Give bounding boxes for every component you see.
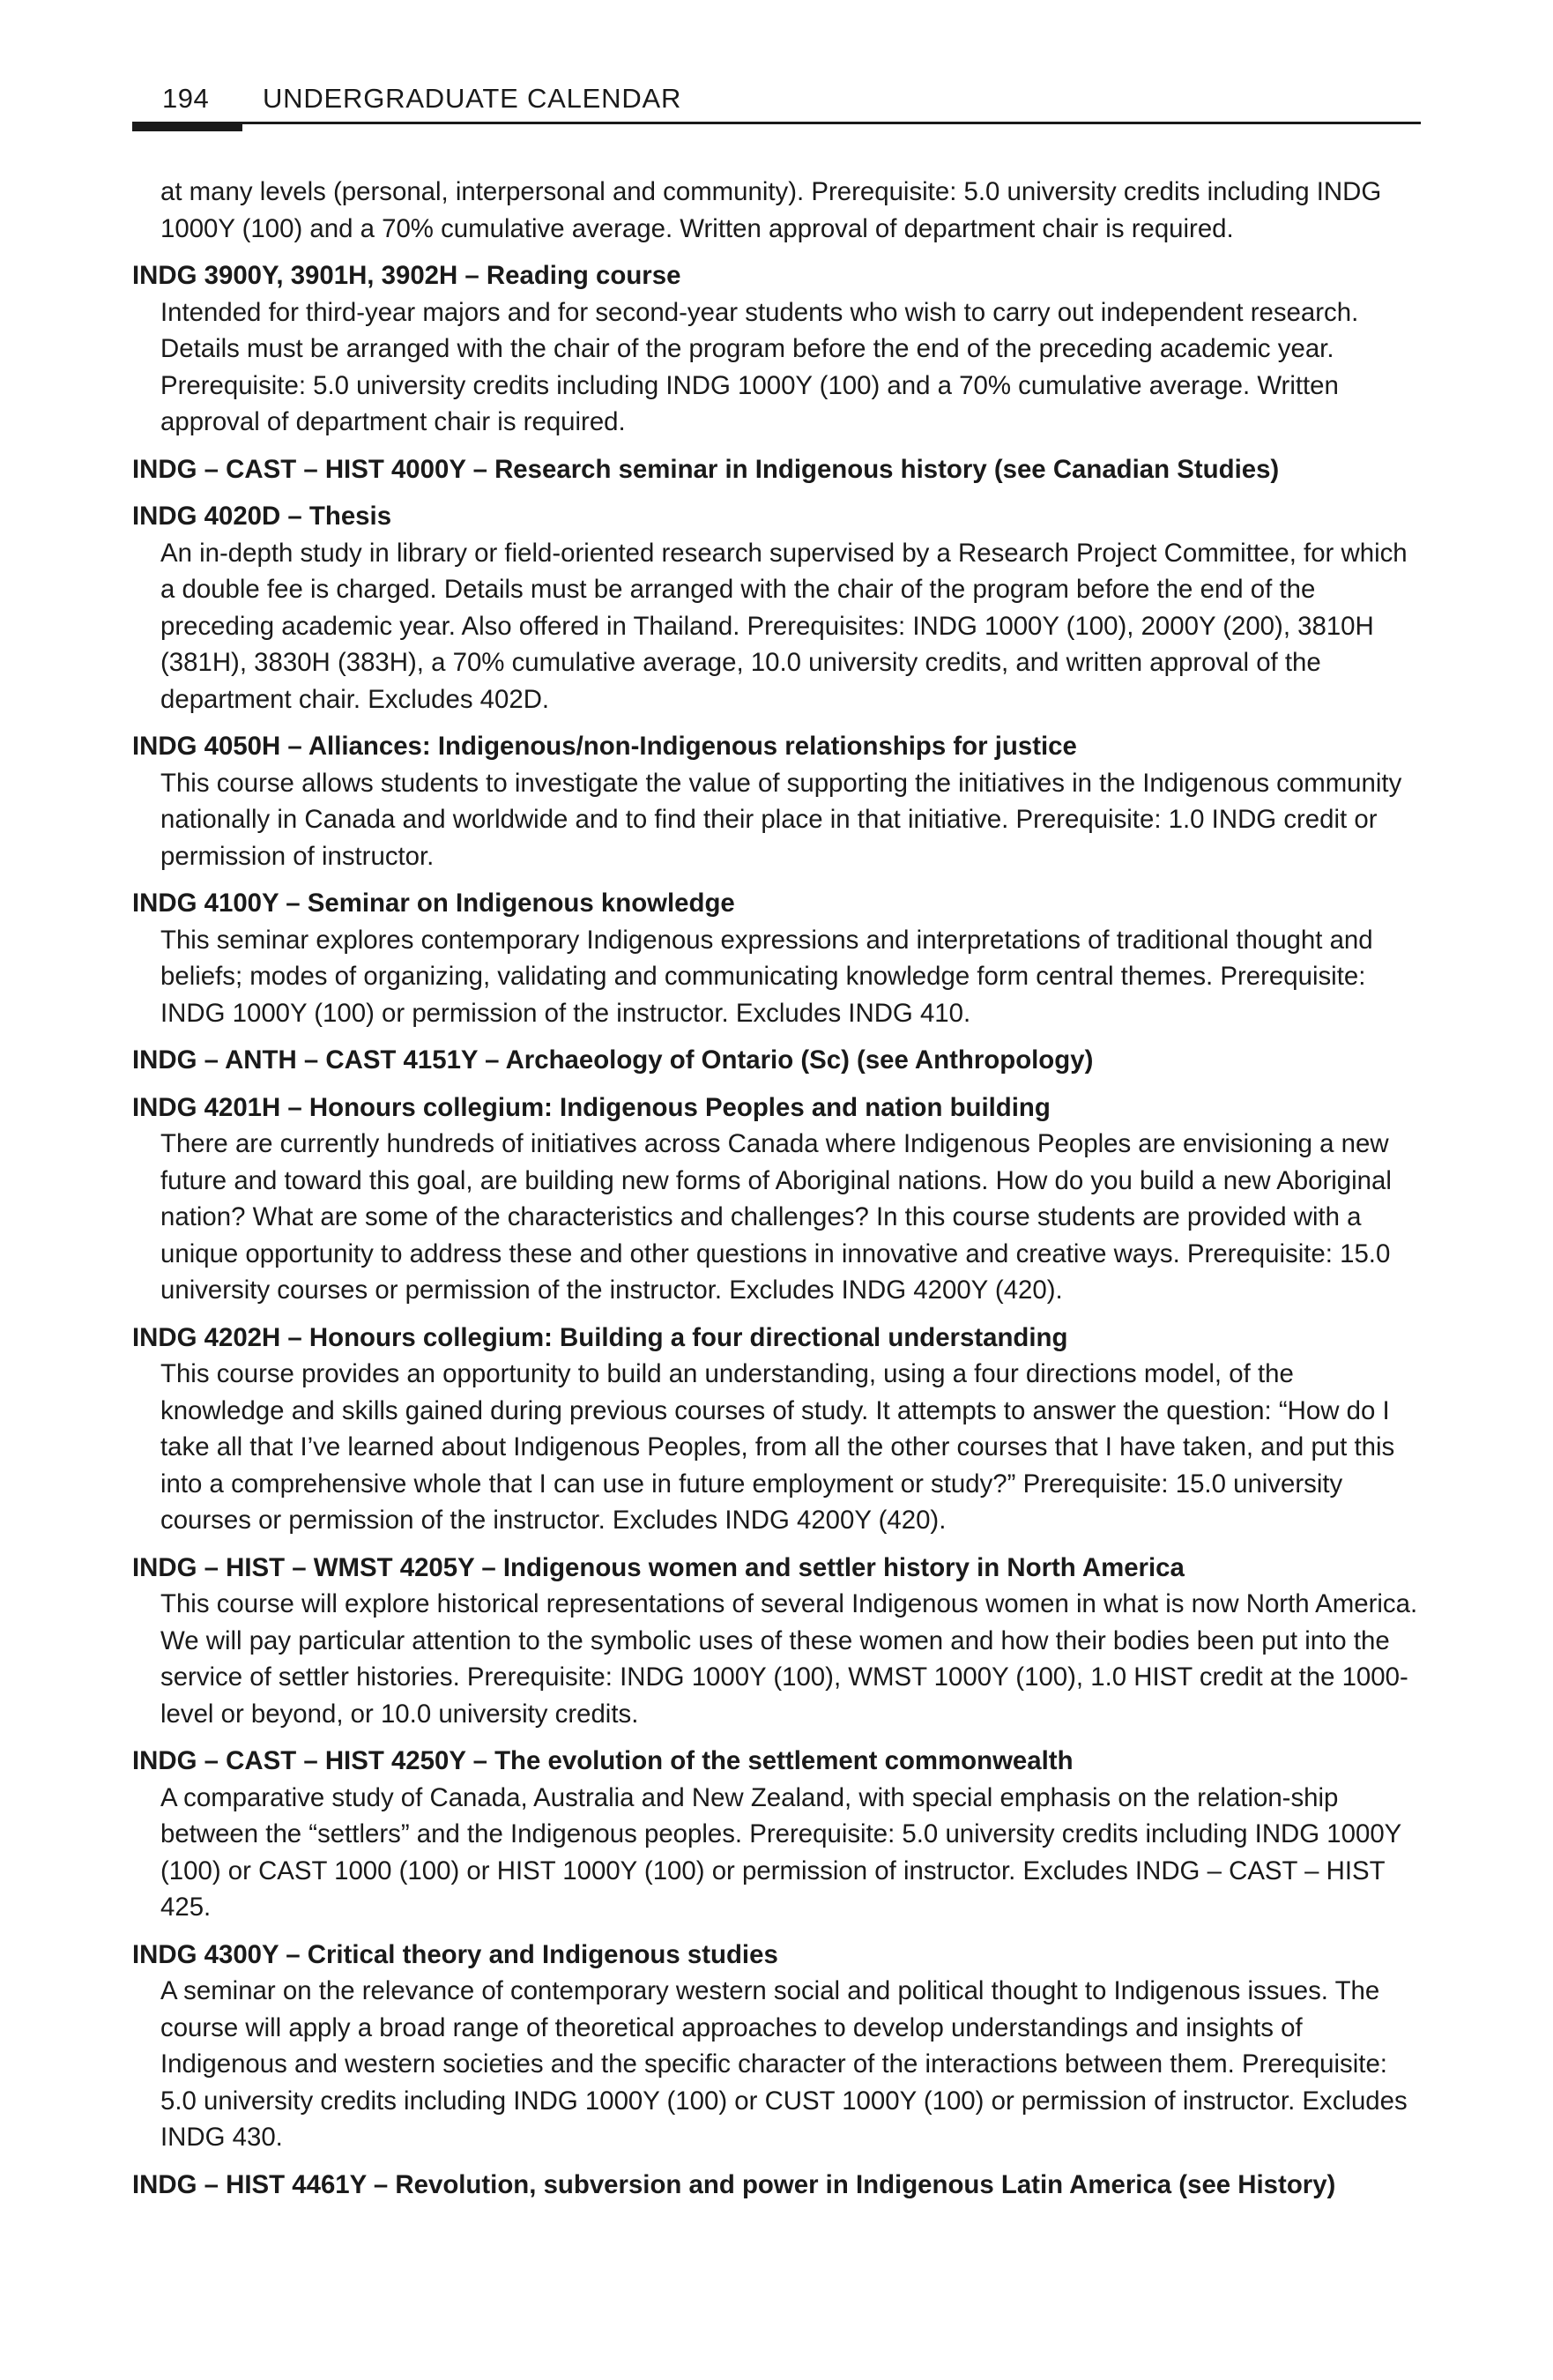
course-entry [132, 257, 1421, 441]
course-description: This course provides an opportunity to build an understanding, using a four directions model, of the knowledge and skills gained during previous courses of study. It attempts to answer the question: “How do I take all that I’ve learned about Indigenous Peoples, from all the other courses that I have taken, and put this into a comprehensive whole that I can use in future employment or study?” Prerequisite: 15.0 university courses or permission of the instructor. Excludes INDG 4200Y (420). [160, 1359, 1395, 1535]
page-number: 194 [162, 83, 210, 114]
course-description: A seminar on the relevance of contemporary western social and political thought to Indigenous issues. The course will apply a broad range of theoretical approaches to develop understandings and insights of Indigenous and western societies and the specific character of the interactions between them. Prerequisite: 5.0 university credits including INDG 1000Y (100) or CUST 1000Y (100) or permission of instructor. Excludes INDG 430. [160, 1976, 1408, 2152]
course-title: INDG 4300Y – Critical theory and Indigenous studies [132, 1939, 778, 1969]
continued-paragraph: at many levels (personal, interpersonal and community). Prerequisite: 5.0 university credits including INDG 1000Y (100) and a 70% cumulative average. Written approval of department chair is required. [160, 177, 1382, 243]
course-title: INDG 3900Y, 3901H, 3902H – Reading course [132, 261, 681, 290]
header-tab-bar [132, 122, 242, 131]
course-title: INDG – CAST – HIST 4250Y – The evolution of the settlement commonwealth [132, 1746, 1074, 1775]
course-description: This seminar explores contemporary Indigenous expressions and interpretations of traditional thought and beliefs; modes of organizing, validating and communicating knowledge form central themes. Prerequisite: INDG 1000Y (100) or permission of the instructor. Excludes INDG 410. [160, 925, 1373, 1028]
course-title: INDG – HIST – WMST 4205Y – Indigenous women and settler history in North America [132, 1552, 1185, 1582]
course-title: INDG 4202H – Honours collegium: Building a four directional understanding [132, 1322, 1068, 1352]
course-description: There are currently hundreds of initiatives across Canada where Indigenous Peoples are envisioning a new future and toward this goal, are building new forms of Aboriginal nations. How do you build a new Aboriginal nation? What are some of the characteristics and challenges? In this course students are provided with a unique opportunity to address these and other questions in innovative and creative ways. Prerequisite: 15.0 university courses or permission of the instructor. Excludes INDG 4200Y (420). [160, 1129, 1392, 1305]
course-description: Intended for third-year majors and for second-year students who wish to carry out independent research. Details must be arranged with the chair of the program before the end of the preceding academic year. Prerequisite: 5.0 university credits including INDG 1000Y (100) and a 70% cumulative average. Written approval of department chair is required. [160, 297, 1359, 436]
course-description: A comparative study of Canada, Australia and New Zealand, with special emphasis on the relation-ship between the “settlers” and the Indigenous peoples. Prerequisite: 5.0 university credits including INDG 1000Y (100) or CAST 1000 (100) or HIST 1000Y (100) or permission of instructor. Excludes INDG – CAST – HIST 425. [160, 1782, 1401, 1922]
course-entry [132, 2167, 1421, 2204]
course-entry [132, 1090, 1421, 1309]
course-title: INDG 4100Y – Seminar on Indigenous knowledge [132, 889, 735, 918]
course-entry [132, 1550, 1421, 1733]
course-entry [132, 1320, 1421, 1539]
course-entry [132, 1042, 1421, 1079]
course-title: INDG – CAST – HIST 4000Y – Research seminar in Indigenous history (see Canadian Studies) [132, 454, 1280, 484]
course-description: An in-depth study in library or field-oriented research supervised by a Research Project Committee, for which a double fee is charged. Details must be arranged with the chair of the program before the end of the preceding academic year. Also offered in Thailand. Prerequisites: INDG 1000Y (100), 2000Y (200), 3810H (381H), 3830H (383H), a 70% cumulative average, 10.0 university credits, and written approval of the department chair. Excludes 402D. [160, 538, 1408, 714]
course-title: INDG – HIST 4461Y – Revolution, subversion and power in Indigenous Latin America (see History) [132, 2169, 1336, 2199]
course-title: INDG 4020D – Thesis [132, 502, 392, 531]
course-description: This course will explore historical representations of several Indigenous women in what is now North America. We will pay particular attention to the symbolic uses of these women and how their bodies been put into the service of settler histories. Prerequisite: INDG 1000Y (100), WMST 1000Y (100), 1.0 HIST credit at the 1000-level or beyond, or 10.0 university credits. [160, 1589, 1418, 1729]
course-title: INDG – ANTH – CAST 4151Y – Archaeology of Ontario (Sc) (see Anthropology) [132, 1045, 1094, 1075]
page-header [132, 83, 1421, 125]
calendar-content [132, 174, 1421, 2203]
course-entry [132, 498, 1421, 718]
course-entry [132, 451, 1421, 488]
course-description: This course allows students to investigate the value of supporting the initiatives in the Indigenous community nationally in Canada and worldwide and to find their place in that initiative. Prerequisite: 1.0 INDG credit or permission of instructor. [160, 768, 1402, 871]
course-title: INDG 4201H – Honours collegium: Indigenous Peoples and nation building [132, 1092, 1051, 1122]
header-rule [132, 122, 1421, 124]
course-entry [132, 1937, 1421, 2156]
course-entry [132, 728, 1421, 874]
running-title: UNDERGRADUATE CALENDAR [263, 83, 682, 114]
course-entry [132, 885, 1421, 1031]
course-title: INDG 4050H – Alliances: Indigenous/non-Indigenous relationships for justice [132, 732, 1077, 761]
course-entry [132, 1743, 1421, 1926]
